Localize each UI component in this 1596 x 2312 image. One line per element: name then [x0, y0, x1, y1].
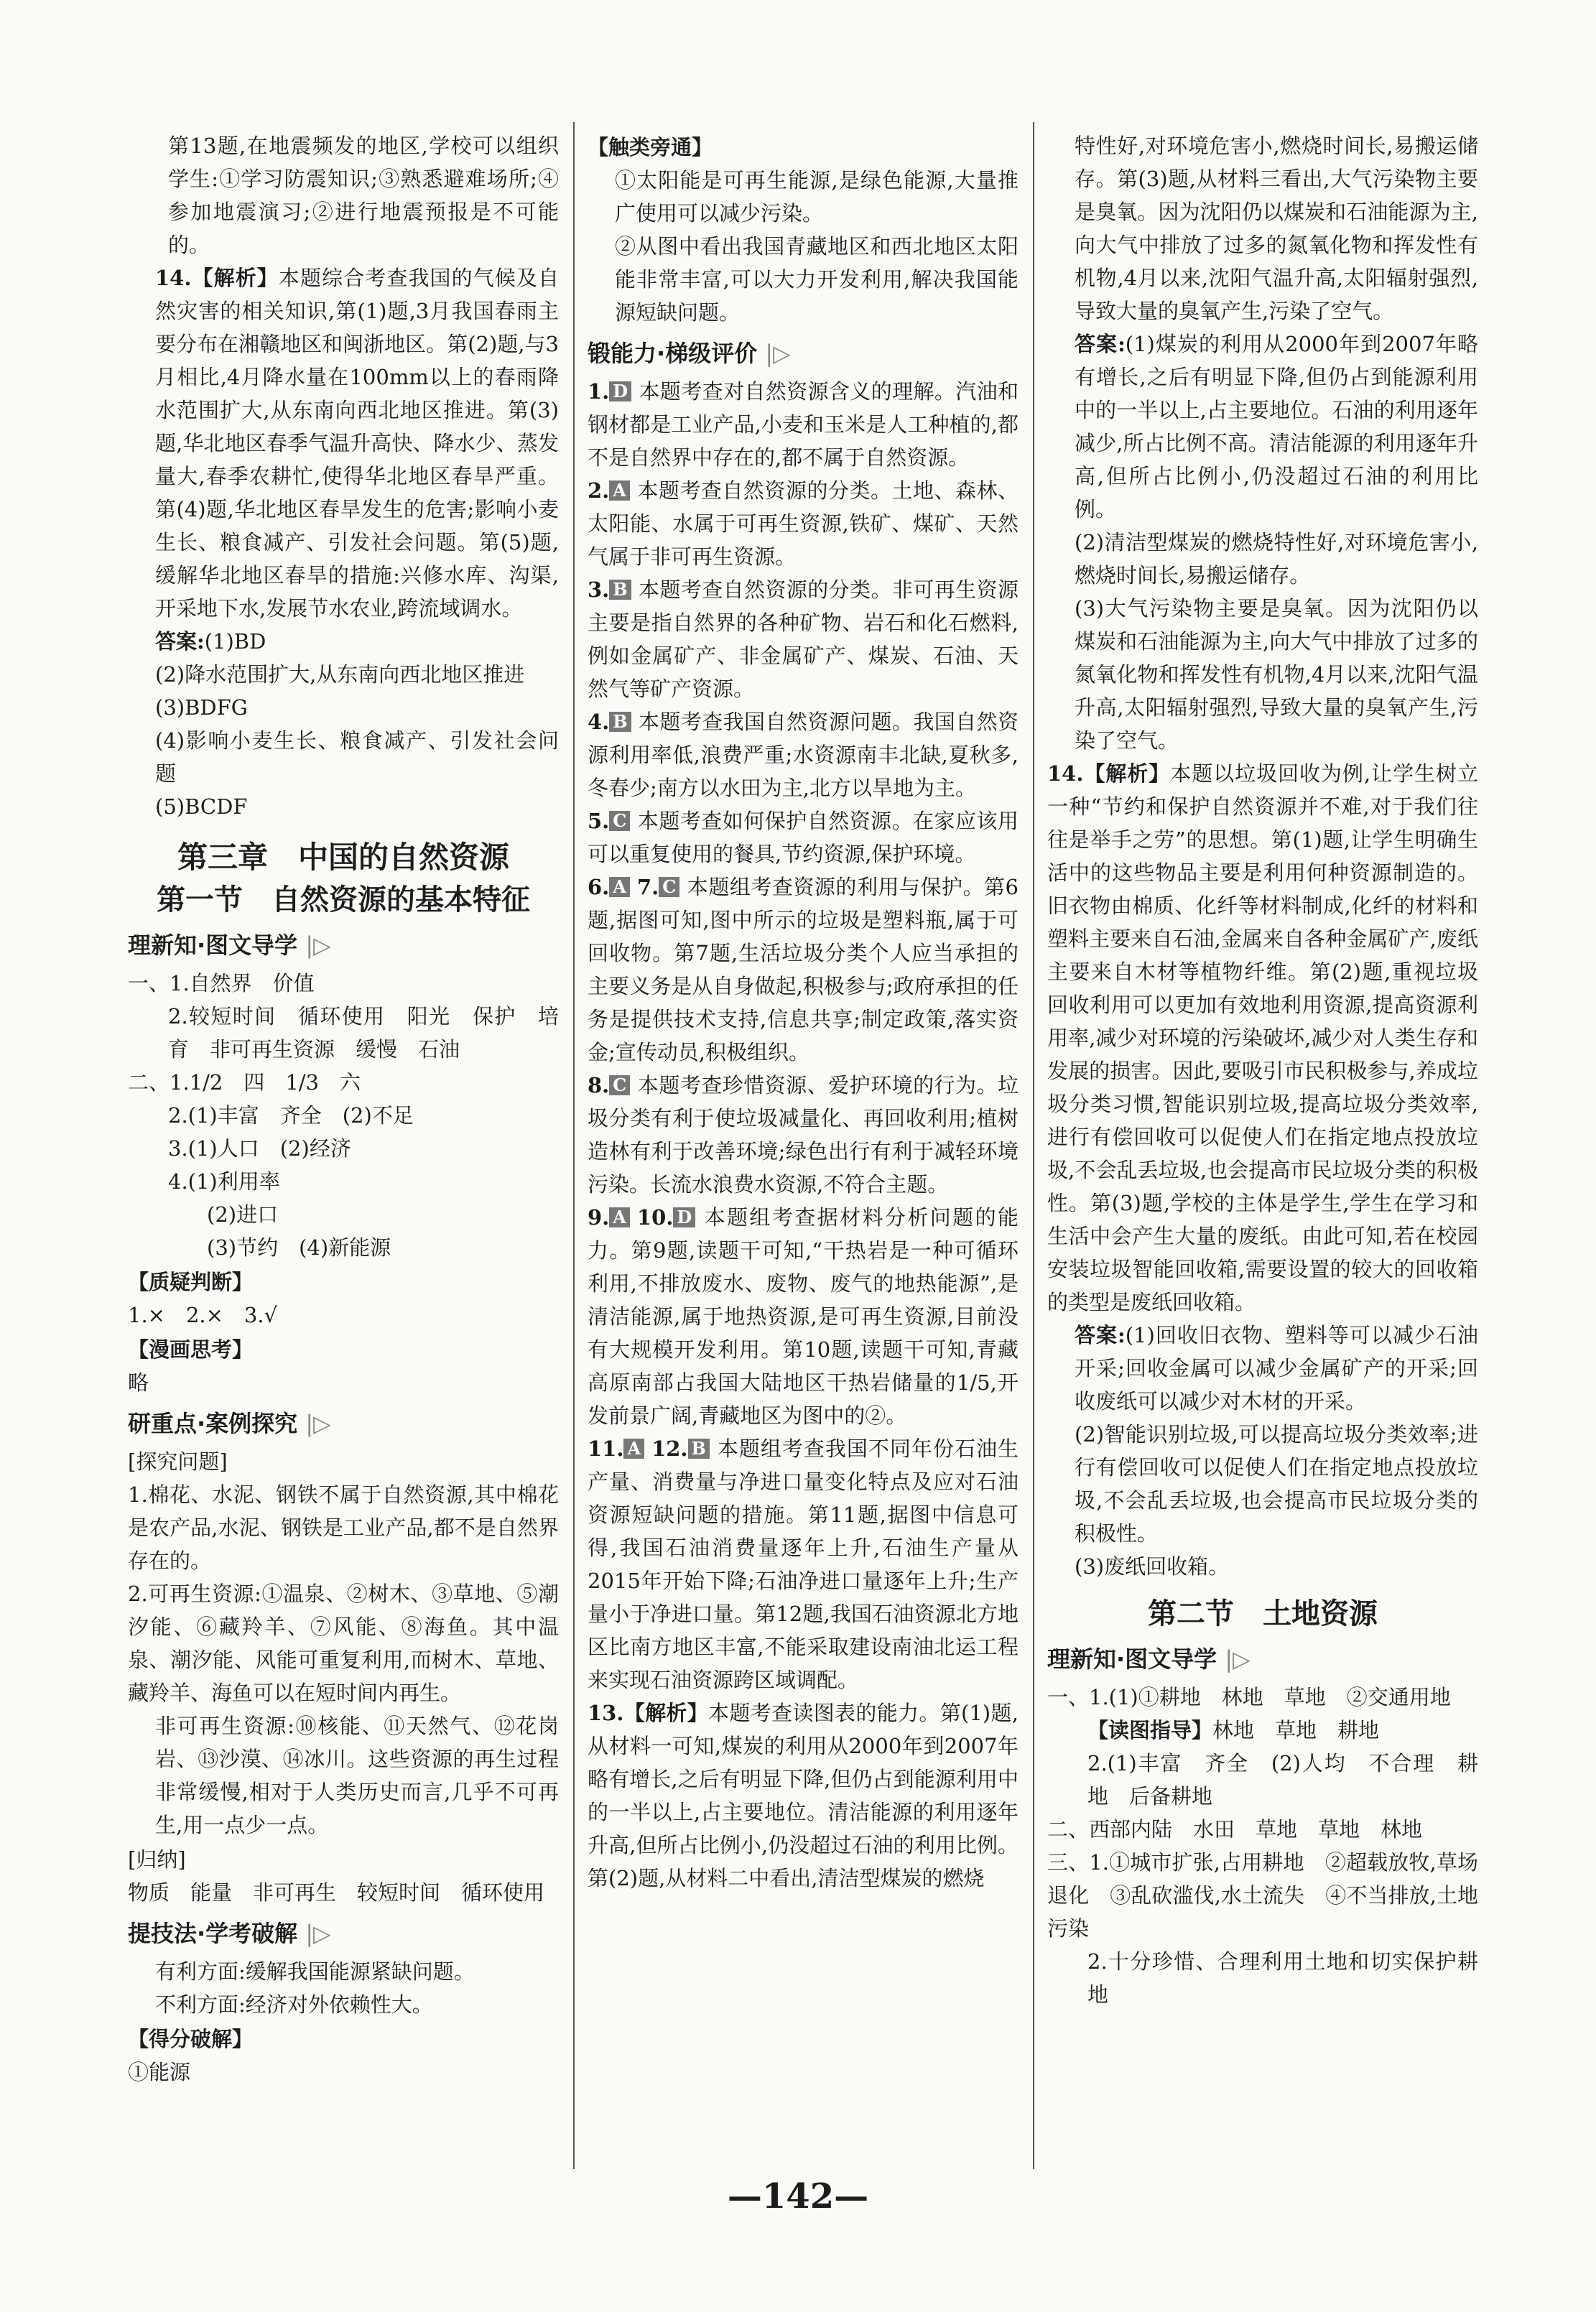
answer-label: 答案: [1075, 1323, 1126, 1347]
question-item [588, 705, 1019, 804]
question-item [588, 1696, 1019, 1895]
question-number: 13. [588, 1701, 624, 1725]
heading-text: 锻能力·梯级评价 [588, 340, 758, 367]
label: [探究问题] [128, 1449, 228, 1474]
list-text: 林地 草地 耕地 [1212, 1718, 1380, 1742]
answer-box: A [609, 480, 630, 501]
question-text: 本题考查珍惜资源、爱护环境的行为。垃圾分类有利于使垃圾减量化、再回收利用;植树造林有利于改善环境;绿色出行有利于减轻环境污染。长流水浪费水资源,不符合主题。 [588, 1073, 1019, 1197]
column-divider [573, 122, 575, 2169]
list-item: 2.较短时间 循环使用 阳光 保护 培育 非可再生资源 缓慢 石油 [168, 1004, 559, 1062]
analysis-tag: 【解析】 [1083, 761, 1171, 786]
question-number: 4. [588, 710, 610, 734]
analysis-text: 本题综合考查我国的气候及自然灾害的相关知识,第(1)题,3月我国春雨主要分布在湘赣地区和闽浙地区。第(2)题,与3月相比,4月降水量在100mm以上的春雨降水范围扩大,从东南向西北地区推进。第(3)题,华北地区春季气温升高快、降水少、蒸发量大,春季农耕忙,使得华北地区春旱严重。第(4)题,华北地区春旱发生的危害;影响小麦生长、粮食减产、引发社会问题。第(5)题,缓解华北地区春旱的措施:兴修水库、沟渠,开采地下水,发展节水农业,跨流域调水。 [155, 266, 559, 621]
answer-box: D [609, 381, 631, 401]
section-heading [128, 1406, 559, 1441]
section-heading [128, 928, 559, 962]
answer-box: C [609, 811, 630, 831]
question-item [588, 1201, 1019, 1432]
question-number: 8. [588, 1073, 610, 1097]
answer-text: (1)回收旧衣物、塑料等可以减少石油开采;回收金属可以减少金属矿产的开采;回收废纸可以减少对木材的开采。 [1075, 1323, 1478, 1413]
question-text: 本题考查对自然资源含义的理解。汽油和钢材都是工业产品,小麦和玉米是人工种植的,都不是自然界中存在的,都不属于自然资源。 [588, 379, 1019, 470]
answer-text: (2)智能识别垃圾,可以提高垃圾分类效率;进行有偿回收可以促使人们在指定地点投放垃圾,不会乱丢垃圾,也会提高市民垃圾分类的积极性。 [1075, 1422, 1478, 1546]
question-number: 1. [588, 379, 610, 404]
answer-box: B [609, 712, 631, 732]
answer-box: D [673, 1207, 695, 1227]
question-14 [1047, 757, 1478, 1319]
question-item [588, 573, 1019, 705]
paragraph: 非可再生资源:⑩核能、⑪天然气、⑫花岗岩、⑬沙漠、⑭冰川。这些资源的再生过程非常缓慢,相对于人类历史而言,几乎不可再生,用一点少一点。 [155, 1714, 559, 1837]
answer-text: (2)清洁型煤炭的燃烧特性好,对环境危害小,燃烧时间长,易搬运储存。 [1075, 530, 1478, 588]
analysis-tag: 【解析】 [623, 1701, 709, 1725]
section-heading [128, 1916, 559, 1951]
paragraph: 第13题,在地震频发的地区,学校可以组织学生:①学习防震知识;③熟悉避难场所;④参加地震演习;②进行地震预报是不可能的。 [168, 134, 559, 257]
answer-box: C [609, 1075, 630, 1095]
answer-text: (3)BDFG [155, 695, 248, 720]
question-item [588, 871, 1019, 1069]
answer-text: (2)降水范围扩大,从东南向西北地区推进 [155, 662, 525, 687]
arrow-icon: |▷ [765, 340, 791, 367]
list-item: 三、1.①城市扩张,占用耕地 ②超载放牧,草场退化 ③乱砍滥伐,水土流失 ④不当排放,土地污染 [1047, 1850, 1478, 1941]
arrow-icon: |▷ [305, 932, 331, 959]
list-item: 略 [128, 1370, 149, 1395]
answer-text: (1)煤炭的利用从2000年到2007年略有增长,之后有明显下降,但仍占到能源利用中的一半以上,占主要地位。石油的利用逐年减少,所占比例不高。清洁能源的利用逐年升高,但所占比例小,仍没超过石油的利用比例。 [1075, 332, 1478, 521]
heading-text: 理新知·图文导学 [1047, 1645, 1217, 1673]
list-item: 3.(1)人口 (2)经济 [168, 1136, 351, 1161]
question-number: 12. [651, 1436, 688, 1461]
answer-text: (1)BD [204, 629, 266, 654]
heading-text: 研重点·案例探究 [128, 1410, 298, 1437]
answer [1047, 1319, 1478, 1418]
arrow-icon: |▷ [1225, 1645, 1251, 1673]
question-number: 7. [636, 875, 659, 899]
analysis-text: 本题以垃圾回收为例,让学生树立一种“节约和保护自然资源并不难,对于我们往往是举手之劳”的思想。第(1)题,让学生明确生活中的这些物品主要是利用何种资源制造的。旧衣物由棉质、化纤等材料制成,化纤的材料和塑料主要来自石油,金属来自各种金属矿产,废纸主要来自木材等植物纤维。第(2)题,重视垃圾回收利用可以更加有效地利用资源,提高资源利用率,减少对环境的污染破坏,减少对人类生存和发展的损害。因此,要吸引市民积极参与,养成垃圾分类习惯,智能识别垃圾,提高垃圾分类效率,进行有偿回收可以促使人们在指定地点投放垃圾,不会乱丢垃圾,也会提高市民垃圾分类的积极性。第(3)题,学校的主体是学生,学生在学习和生活中会产生大量的废纸。由此可知,若在校园安装垃圾智能回收箱,需要设置的较大的回收箱的类型是废纸回收箱。 [1047, 761, 1478, 1314]
column-middle [588, 129, 1019, 1895]
section-title: 第一节 自然资源的基本特征 [157, 883, 530, 916]
question-item [588, 1432, 1019, 1696]
answer-label: 答案: [155, 629, 205, 654]
question-number: 14. [155, 266, 192, 290]
column-divider [1033, 122, 1034, 2169]
question-text: 本题考查我国自然资源问题。我国自然资源利用率低,浪费严重;水资源南丰北缺,夏秋多,冬春少;南方以水田为主,北方以旱地为主。 [588, 710, 1019, 800]
question-number: 10. [636, 1205, 674, 1230]
section-heading [588, 336, 1019, 371]
question-14 [128, 261, 559, 625]
question-text: 本题考查读图表的能力。第(1)题,从材料一可知,煤炭的利用从2000年到2007年略有增长,之后有明显下降,但仍占到能源利用中的一半以上,占主要地位。清洁能源的利用逐年升高,但所占比例小,仍没超过石油的利用比例。第(2)题,从材料二中看出,清洁型煤炭的燃烧 [588, 1701, 1019, 1890]
question-number: 9. [588, 1205, 610, 1230]
question-number: 14. [1047, 761, 1084, 786]
heading-text: 提技法·学考破解 [128, 1920, 298, 1947]
column-left [128, 129, 559, 2089]
list-item: (2)进口 [207, 1202, 279, 1227]
list-item: 一、1.自然界 价值 [128, 971, 315, 995]
paragraph: ①能源 [128, 2060, 191, 2084]
question-item [588, 375, 1019, 474]
label: 【漫画思考】 [128, 1337, 254, 1362]
list-item: (3)节约 (4)新能源 [207, 1235, 391, 1260]
paragraph: ②从图中看出我国青藏地区和西北地区太阳能非常丰富,可以大力开发利用,解决我国能源短缺问题。 [615, 234, 1019, 325]
question-text: 本题考查自然资源的分类。非可再生资源主要是指自然界的各种矿物、岩石和化石燃料,例如金属矿产、非金属矿产、煤炭、石油、天然气等矿产资源。 [588, 577, 1019, 701]
list-item: 二、西部内陆 水田 草地 草地 林地 [1047, 1817, 1423, 1842]
label: 【触类旁通】 [588, 135, 713, 159]
paragraph: 特性好,对环境危害小,燃烧时间长,易搬运储存。第(3)题,从材料三看出,大气污染物主要是臭氧。因为沈阳仍以煤炭和石油能源为主,向大气中排放了过多的氮氧化物和挥发性有机物,4月以来,沈阳气温升高,太阳辐射强烈,导致大量的臭氧产生,污染了空气。 [1075, 134, 1478, 323]
paragraph: 物质 能量 非可再生 较短时间 循环使用 [128, 1880, 545, 1905]
chapter-title: 第三章 中国的自然资源 [177, 840, 509, 875]
answer-text: (5)BCDF [155, 794, 248, 819]
section-title: 第二节 土地资源 [1148, 1597, 1378, 1630]
question-number: 5. [588, 809, 610, 833]
label: 【得分破解】 [128, 2027, 254, 2051]
answer-text: (3)废纸回收箱。 [1075, 1554, 1230, 1579]
answer-box: A [609, 1207, 630, 1227]
answer-text: (3)大气污染物主要是臭氧。因为沈阳仍以煤炭和石油能源为主,向大气中排放了过多的氮氧化物和挥发性有机物,4月以来,沈阳气温升高,太阳辐射强烈,导致大量的臭氧产生,污染了空气。 [1075, 596, 1478, 753]
answer-box: C [659, 877, 679, 897]
arrow-icon: |▷ [305, 1920, 331, 1947]
answer-label: 答案: [1075, 332, 1126, 356]
paragraph: 2.可再生资源:①温泉、②树木、③草地、⑤潮汐能、⑥藏羚羊、⑦风能、⑧海鱼。其中温泉、潮汐能、风能可重复利用,而树木、草地、藏羚羊、海鱼可以在短时间内再生。 [128, 1582, 559, 1705]
question-text: 本题组考查资源的利用与保护。第6题,据图可知,图中所示的垃圾是塑料瓶,属于可回收物。第7题,生活垃圾分类个人应当承担的主要义务是从自身做起,积极参与;政府承担的任务是提供技术支持,信息共享;制定政策,落实资金;宣传动员,积极组织。 [588, 875, 1019, 1064]
list-item: 2.(1)丰富 齐全 (2)不足 [168, 1103, 414, 1128]
question-number: 11. [588, 1436, 624, 1461]
label: 【质疑判断】 [128, 1270, 254, 1294]
label: [归纳] [128, 1847, 186, 1872]
question-item [588, 474, 1019, 573]
list-item: 二、1.1/2 四 1/3 六 [128, 1070, 361, 1095]
answer [128, 625, 559, 658]
answer-box: B [609, 580, 631, 600]
section-heading [1047, 1642, 1478, 1676]
arrow-icon: |▷ [305, 1410, 331, 1437]
list-item: 2.十分珍惜、合理利用土地和切实保护耕地 [1087, 1949, 1478, 2007]
analysis-tag: 【解析】 [191, 266, 279, 290]
paragraph: 1.棉花、水泥、钢铁不属于自然资源,其中棉花是农产品,水泥、钢铁是工业产品,都不是自然界存在的。 [128, 1482, 559, 1573]
answer-text: (4)影响小麦生长、粮食减产、引发社会问题 [155, 728, 559, 786]
question-number: 2. [588, 478, 610, 503]
list-item [1047, 1714, 1478, 1747]
question-item [588, 1069, 1019, 1201]
question-text: 本题组考查据材料分析问题的能力。第9题,读题干可知,“干热岩是一种可循环利用,不排放废水、废物、废气的地热能源”,是清洁能源,属于地热资源,是可再生资源,目前没有大规模开发利用。第10题,读题干可知,青藏高原南部占我国大陆地区干热岩储量的1/5,开发前景广阔,青藏地区为图中的②。 [588, 1205, 1019, 1428]
paragraph: ①太阳能是可再生能源,是绿色能源,大量推广使用可以减少污染。 [615, 168, 1019, 226]
page-number: —142— [727, 2176, 869, 2216]
paragraph: 有利方面:缓解我国能源紧缺问题。 [155, 1959, 475, 1984]
question-number: 3. [588, 577, 610, 602]
list-item: 4.(1)利用率 [168, 1169, 280, 1194]
question-item [588, 804, 1019, 871]
list-item: 一、1.(1)①耕地 林地 草地 ②交通用地 [1047, 1685, 1451, 1709]
list-item: 2.(1)丰富 齐全 (2)人均 不合理 耕地 后备耕地 [1087, 1751, 1478, 1809]
heading-text: 理新知·图文导学 [128, 932, 298, 959]
answer-box: A [609, 877, 630, 897]
list-item: 1.× 2.× 3.√ [128, 1303, 278, 1327]
question-text: 本题考查自然资源的分类。土地、森林、太阳能、水属于可再生资源,铁矿、煤矿、天然气属于非可再生资源。 [588, 478, 1019, 569]
question-number: 6. [588, 875, 610, 899]
paragraph: 不利方面:经济对外依赖性大。 [155, 1992, 433, 2017]
label: 【读图指导】 [1087, 1718, 1213, 1742]
answer-box: A [623, 1439, 644, 1459]
column-right [1047, 129, 1478, 2011]
answer [1047, 328, 1478, 526]
answer-box: B [688, 1439, 710, 1459]
question-text: 本题组考查我国不同年份石油生产量、消费量与净进口量变化特点及应对石油资源短缺问题的措施。第11题,据图中信息可得,我国石油消费量逐年上升,石油生产量从2015年开始下降;石油净进口量逐年上升;生产量小于净进口量。第12题,我国石油资源北方地区比南方地区丰富,不能采取建设南油北运工程来实现石油资源跨区域调配。 [588, 1436, 1019, 1692]
question-text: 本题考查如何保护自然资源。在家应该用可以重复使用的餐具,节约资源,保护环境。 [588, 809, 1019, 866]
